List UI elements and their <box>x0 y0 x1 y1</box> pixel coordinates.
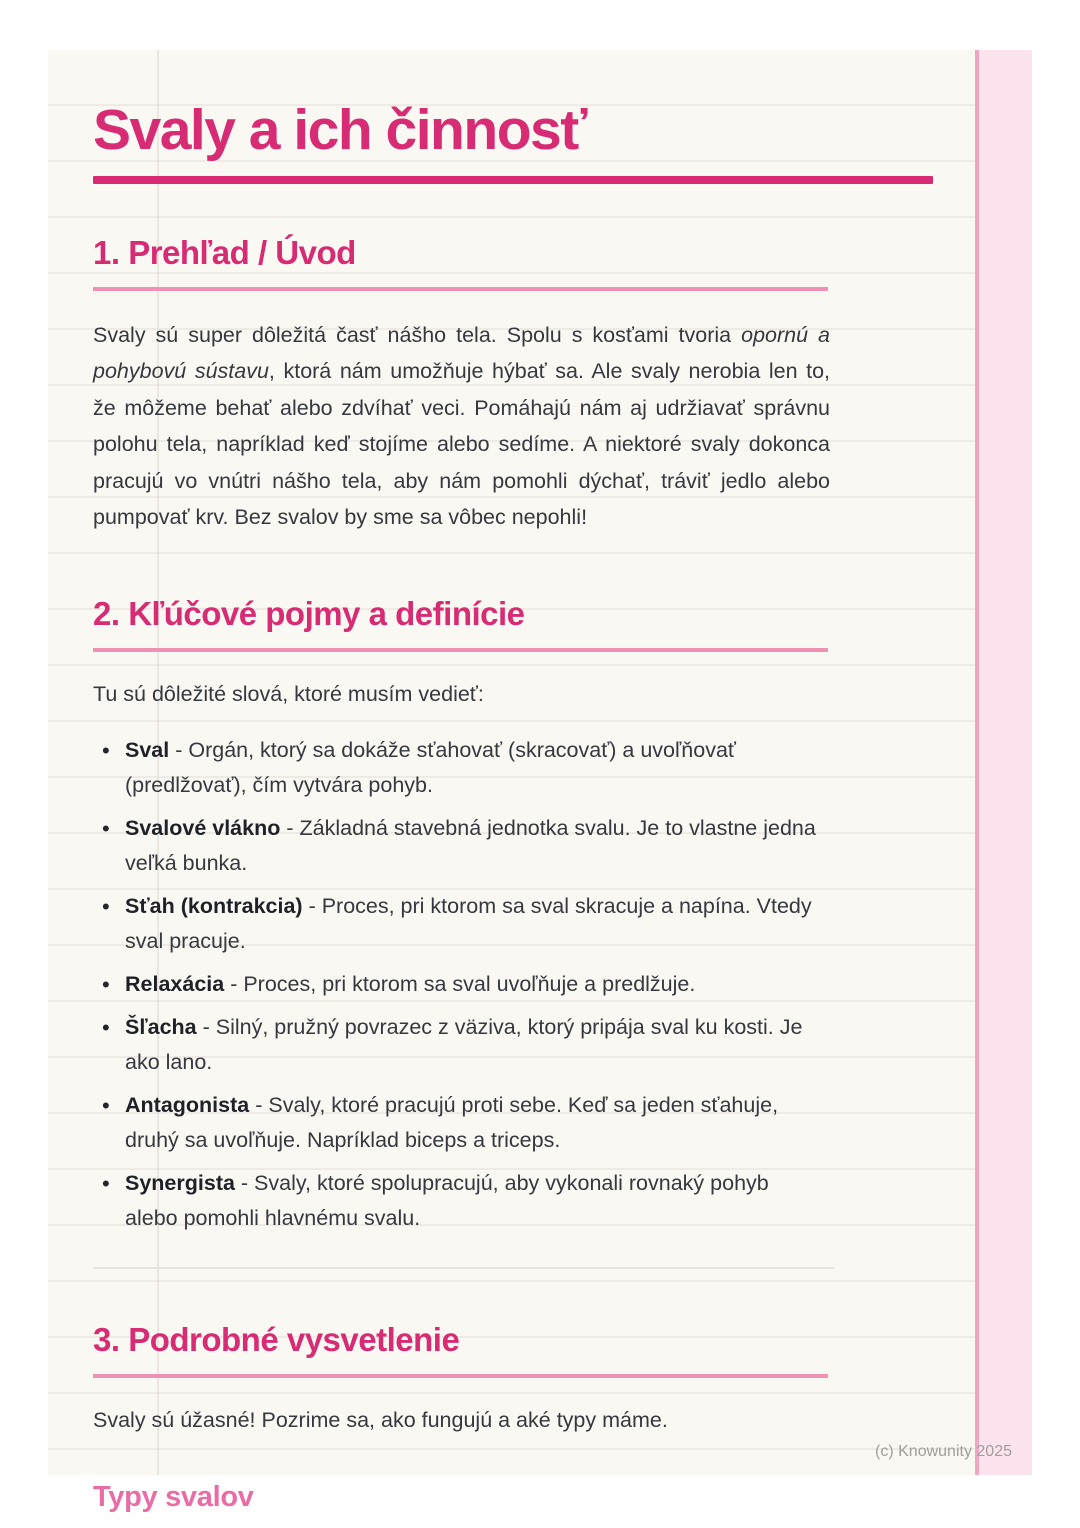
term-definition: - Základná stavebná jednotka svalu. Je to vlastne jedna veľká bunka. <box>125 816 816 876</box>
details-heading-rule <box>93 1374 828 1378</box>
term-definition: - Orgán, ktorý sa dokáže sťahovať (skracovať) a uvoľňovať (predlžovať), čím vytvára pohyb. <box>125 738 736 798</box>
copyright-footer: (c) Knowunity 2025 <box>875 1443 1012 1460</box>
page-content <box>48 50 1032 1513</box>
term-label: Synergista <box>125 1171 235 1196</box>
term-item <box>93 889 825 959</box>
term-label: Svalové vlákno <box>125 816 281 841</box>
term-definition: - Proces, pri ktorom sa sval uvoľňuje a predlžuje. <box>230 972 696 997</box>
overview-text-end: , ktorá nám umožňuje hýbať sa. Ale svaly nerobia len to, že môžeme behať alebo zdvíhať veci. Pomáhajú nám aj udržiavať správnu polohu tela, napríklad keď stojíme alebo sedíme. A niektoré svaly dokonca pracujú vo vnútri nášho tela, aby nám pomohli dýchať, tráviť jedlo alebo pumpovať krv. Bez svalov by sme sa vôbec nepohli! <box>93 359 831 530</box>
term-item <box>93 1010 825 1080</box>
document-page <box>48 50 1032 1514</box>
term-item <box>93 967 825 1002</box>
details-paragraph: Svaly sú úžasné! Pozrime sa, ako fungujú a aké typy máme. <box>93 1408 668 1433</box>
overview-text-start: Svaly sú super dôležitá časť nášho tela. Spolu s kosťami tvoria <box>93 323 742 347</box>
term-definition: - Svaly, ktoré pracujú proti sebe. Keď sa jeden sťahuje, druhý sa uvoľňuje. Napríklad biceps a triceps. <box>125 1093 779 1153</box>
term-definition: - Silný, pružný povrazec z väziva, ktorý pripája sval ku kosti. Je ako lano. <box>125 1015 803 1075</box>
term-label: Sval <box>125 738 170 763</box>
term-label: Relaxácia <box>125 972 225 997</box>
section-heading-key-terms: 2. Kľúčové pojmy a definície <box>93 595 525 633</box>
term-item <box>93 1088 825 1158</box>
subheading-muscle-types: Typy svalov <box>93 1481 254 1514</box>
page-title: Svaly a ich činnosť <box>93 98 587 162</box>
key-terms-heading-rule <box>93 648 828 652</box>
terms-list <box>93 733 1032 1236</box>
term-item <box>93 1166 825 1236</box>
overview-paragraph <box>93 317 830 535</box>
section-divider <box>93 1267 834 1269</box>
section-heading-details: 3. Podrobné vysvetlenie <box>93 1321 460 1359</box>
term-label: Šľacha <box>125 1015 197 1040</box>
section-heading-overview: 1. Prehľad / Úvod <box>93 234 356 271</box>
term-definition: - Proces, pri ktorom sa sval skracuje a napína. Vtedy sval pracuje. <box>125 894 812 954</box>
term-label: Antagonista <box>125 1093 250 1118</box>
term-definition: - Svaly, ktoré spolupracujú, aby vykonali rovnaký pohyb alebo pomohli hlavnému svalu. <box>125 1171 769 1231</box>
overview-heading-rule <box>93 287 828 291</box>
title-rule <box>93 176 933 184</box>
key-terms-intro: Tu sú dôležité slová, ktoré musím vedieť: <box>93 682 484 707</box>
term-item <box>93 733 825 803</box>
term-item <box>93 811 825 881</box>
overview-text-italic: opornú a pohybovú sústavu <box>93 323 830 384</box>
term-label: Sťah (kontrakcia) <box>125 894 303 919</box>
